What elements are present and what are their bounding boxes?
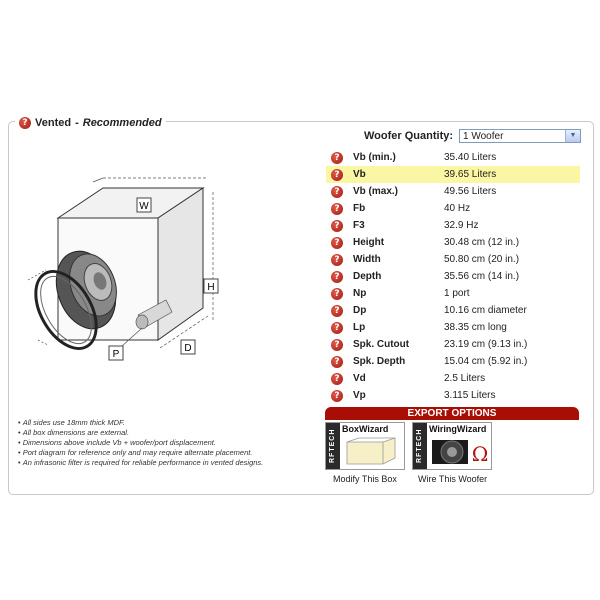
- help-icon[interactable]: ?: [331, 305, 343, 317]
- param-name: Np: [353, 288, 367, 299]
- rftech-brand: RFTECH: [413, 423, 427, 469]
- param-value: 32.9 Hz: [444, 220, 479, 231]
- boxwizard-button[interactable]: [325, 422, 405, 470]
- help-icon[interactable]: ?: [331, 373, 343, 385]
- help-icon[interactable]: ?: [331, 203, 343, 215]
- param-value: 35.40 Liters: [444, 152, 497, 163]
- export-options-header: EXPORT OPTIONS: [325, 407, 579, 420]
- param-row: [326, 200, 580, 217]
- param-value: 15.04 cm (5.92 in.): [444, 356, 528, 367]
- param-name: Dp: [353, 305, 367, 316]
- param-name: Spk. Depth: [353, 356, 406, 367]
- woofer-quantity-select[interactable]: [459, 129, 581, 143]
- woofer-quantity-label: Woofer Quantity:: [364, 130, 454, 142]
- param-row: [326, 268, 580, 285]
- help-icon[interactable]: ?: [331, 237, 343, 249]
- dimension-h-label: H: [207, 282, 215, 293]
- param-name: Depth: [353, 271, 382, 282]
- param-name: Vb: [353, 169, 366, 180]
- param-value: 30.48 cm (12 in.): [444, 237, 520, 248]
- wire-woofer-link[interactable]: Wire This Woofer: [418, 474, 488, 484]
- note-item: • Dimensions above include Vb + woofer/port displacement.: [18, 438, 328, 448]
- param-value: 23.19 cm (9.13 in.): [444, 339, 528, 350]
- boxwizard-name: BoxWizard: [342, 424, 389, 434]
- note-item: • All sides use 18mm thick MDF.: [18, 418, 328, 428]
- help-icon[interactable]: ?: [331, 390, 343, 402]
- help-icon[interactable]: ?: [331, 322, 343, 334]
- help-icon[interactable]: ?: [331, 220, 343, 232]
- help-icon[interactable]: ?: [331, 339, 343, 351]
- help-icon[interactable]: ?: [331, 254, 343, 266]
- param-name: Vb (min.): [353, 152, 396, 163]
- param-value: 1 port: [444, 288, 470, 299]
- woofer-omega-icon: [430, 436, 488, 466]
- param-row: [326, 183, 580, 200]
- param-value: 38.35 cm long: [444, 322, 507, 333]
- chevron-down-icon[interactable]: ▼: [565, 130, 580, 142]
- param-value: 10.16 cm diameter: [444, 305, 527, 316]
- param-row: [326, 217, 580, 234]
- wiringwizard-name: WiringWizard: [429, 424, 487, 434]
- help-icon[interactable]: ?: [331, 271, 343, 283]
- param-name: Vp: [353, 390, 366, 401]
- panel-title: [15, 117, 166, 129]
- param-row: [326, 149, 580, 166]
- dimension-w-label: W: [139, 201, 149, 212]
- param-name: Vb (max.): [353, 186, 399, 197]
- help-icon[interactable]: ?: [331, 169, 343, 181]
- param-row: [326, 370, 580, 387]
- help-icon[interactable]: ?: [331, 186, 343, 198]
- help-icon[interactable]: ?: [331, 152, 343, 164]
- param-value: 3.115 Liters: [444, 390, 496, 401]
- rftech-brand: RFTECH: [326, 423, 340, 469]
- param-name: Vd: [353, 373, 366, 384]
- param-row: [326, 234, 580, 251]
- param-name: F3: [353, 220, 365, 231]
- box-thumbnail-icon: [343, 436, 401, 466]
- param-row: [326, 319, 580, 336]
- param-name: Width: [353, 254, 381, 265]
- box-diagram: [18, 170, 238, 380]
- param-row: [326, 166, 580, 183]
- param-row: [326, 251, 580, 268]
- help-icon[interactable]: ?: [331, 288, 343, 300]
- param-row: [326, 353, 580, 370]
- param-row: [326, 302, 580, 319]
- param-value: 39.65 Liters: [444, 169, 497, 180]
- panel-title-text: Vented: [35, 117, 72, 129]
- dimension-p-label: P: [112, 349, 120, 360]
- param-name: Height: [353, 237, 385, 248]
- param-row: [326, 387, 580, 404]
- notes: [18, 418, 328, 468]
- param-name: Lp: [353, 322, 366, 333]
- param-name: Fb: [353, 203, 366, 214]
- note-item: • Port diagram for reference only and may require alternate placement.: [18, 448, 328, 458]
- param-row: [326, 336, 580, 353]
- woofer-quantity: [364, 129, 581, 143]
- modify-box-link[interactable]: Modify This Box: [333, 474, 397, 484]
- wiringwizard-button[interactable]: [412, 422, 492, 470]
- help-icon[interactable]: ?: [19, 117, 31, 129]
- param-value: 2.5 Liters: [444, 373, 486, 384]
- help-icon[interactable]: ?: [331, 356, 343, 368]
- param-value: 35.56 cm (14 in.): [444, 271, 520, 282]
- note-item: • All box dimensions are external.: [18, 428, 328, 438]
- note-item: • An infrasonic filter is required for reliable performance in vented designs.: [18, 458, 328, 468]
- dimension-d-label: D: [184, 343, 192, 354]
- param-value: 40 Hz: [444, 203, 471, 214]
- param-value: 50.80 cm (20 in.): [444, 254, 520, 265]
- panel-title-separator: -: [75, 117, 79, 129]
- param-name: Spk. Cutout: [353, 339, 410, 350]
- woofer-quantity-value: 1 Woofer: [463, 131, 504, 142]
- param-value: 49.56 Liters: [444, 186, 497, 197]
- parameter-list: [326, 149, 580, 404]
- param-row: [326, 285, 580, 302]
- svg-text:Ω: Ω: [471, 442, 488, 466]
- panel-subtitle: Recommended: [82, 117, 162, 129]
